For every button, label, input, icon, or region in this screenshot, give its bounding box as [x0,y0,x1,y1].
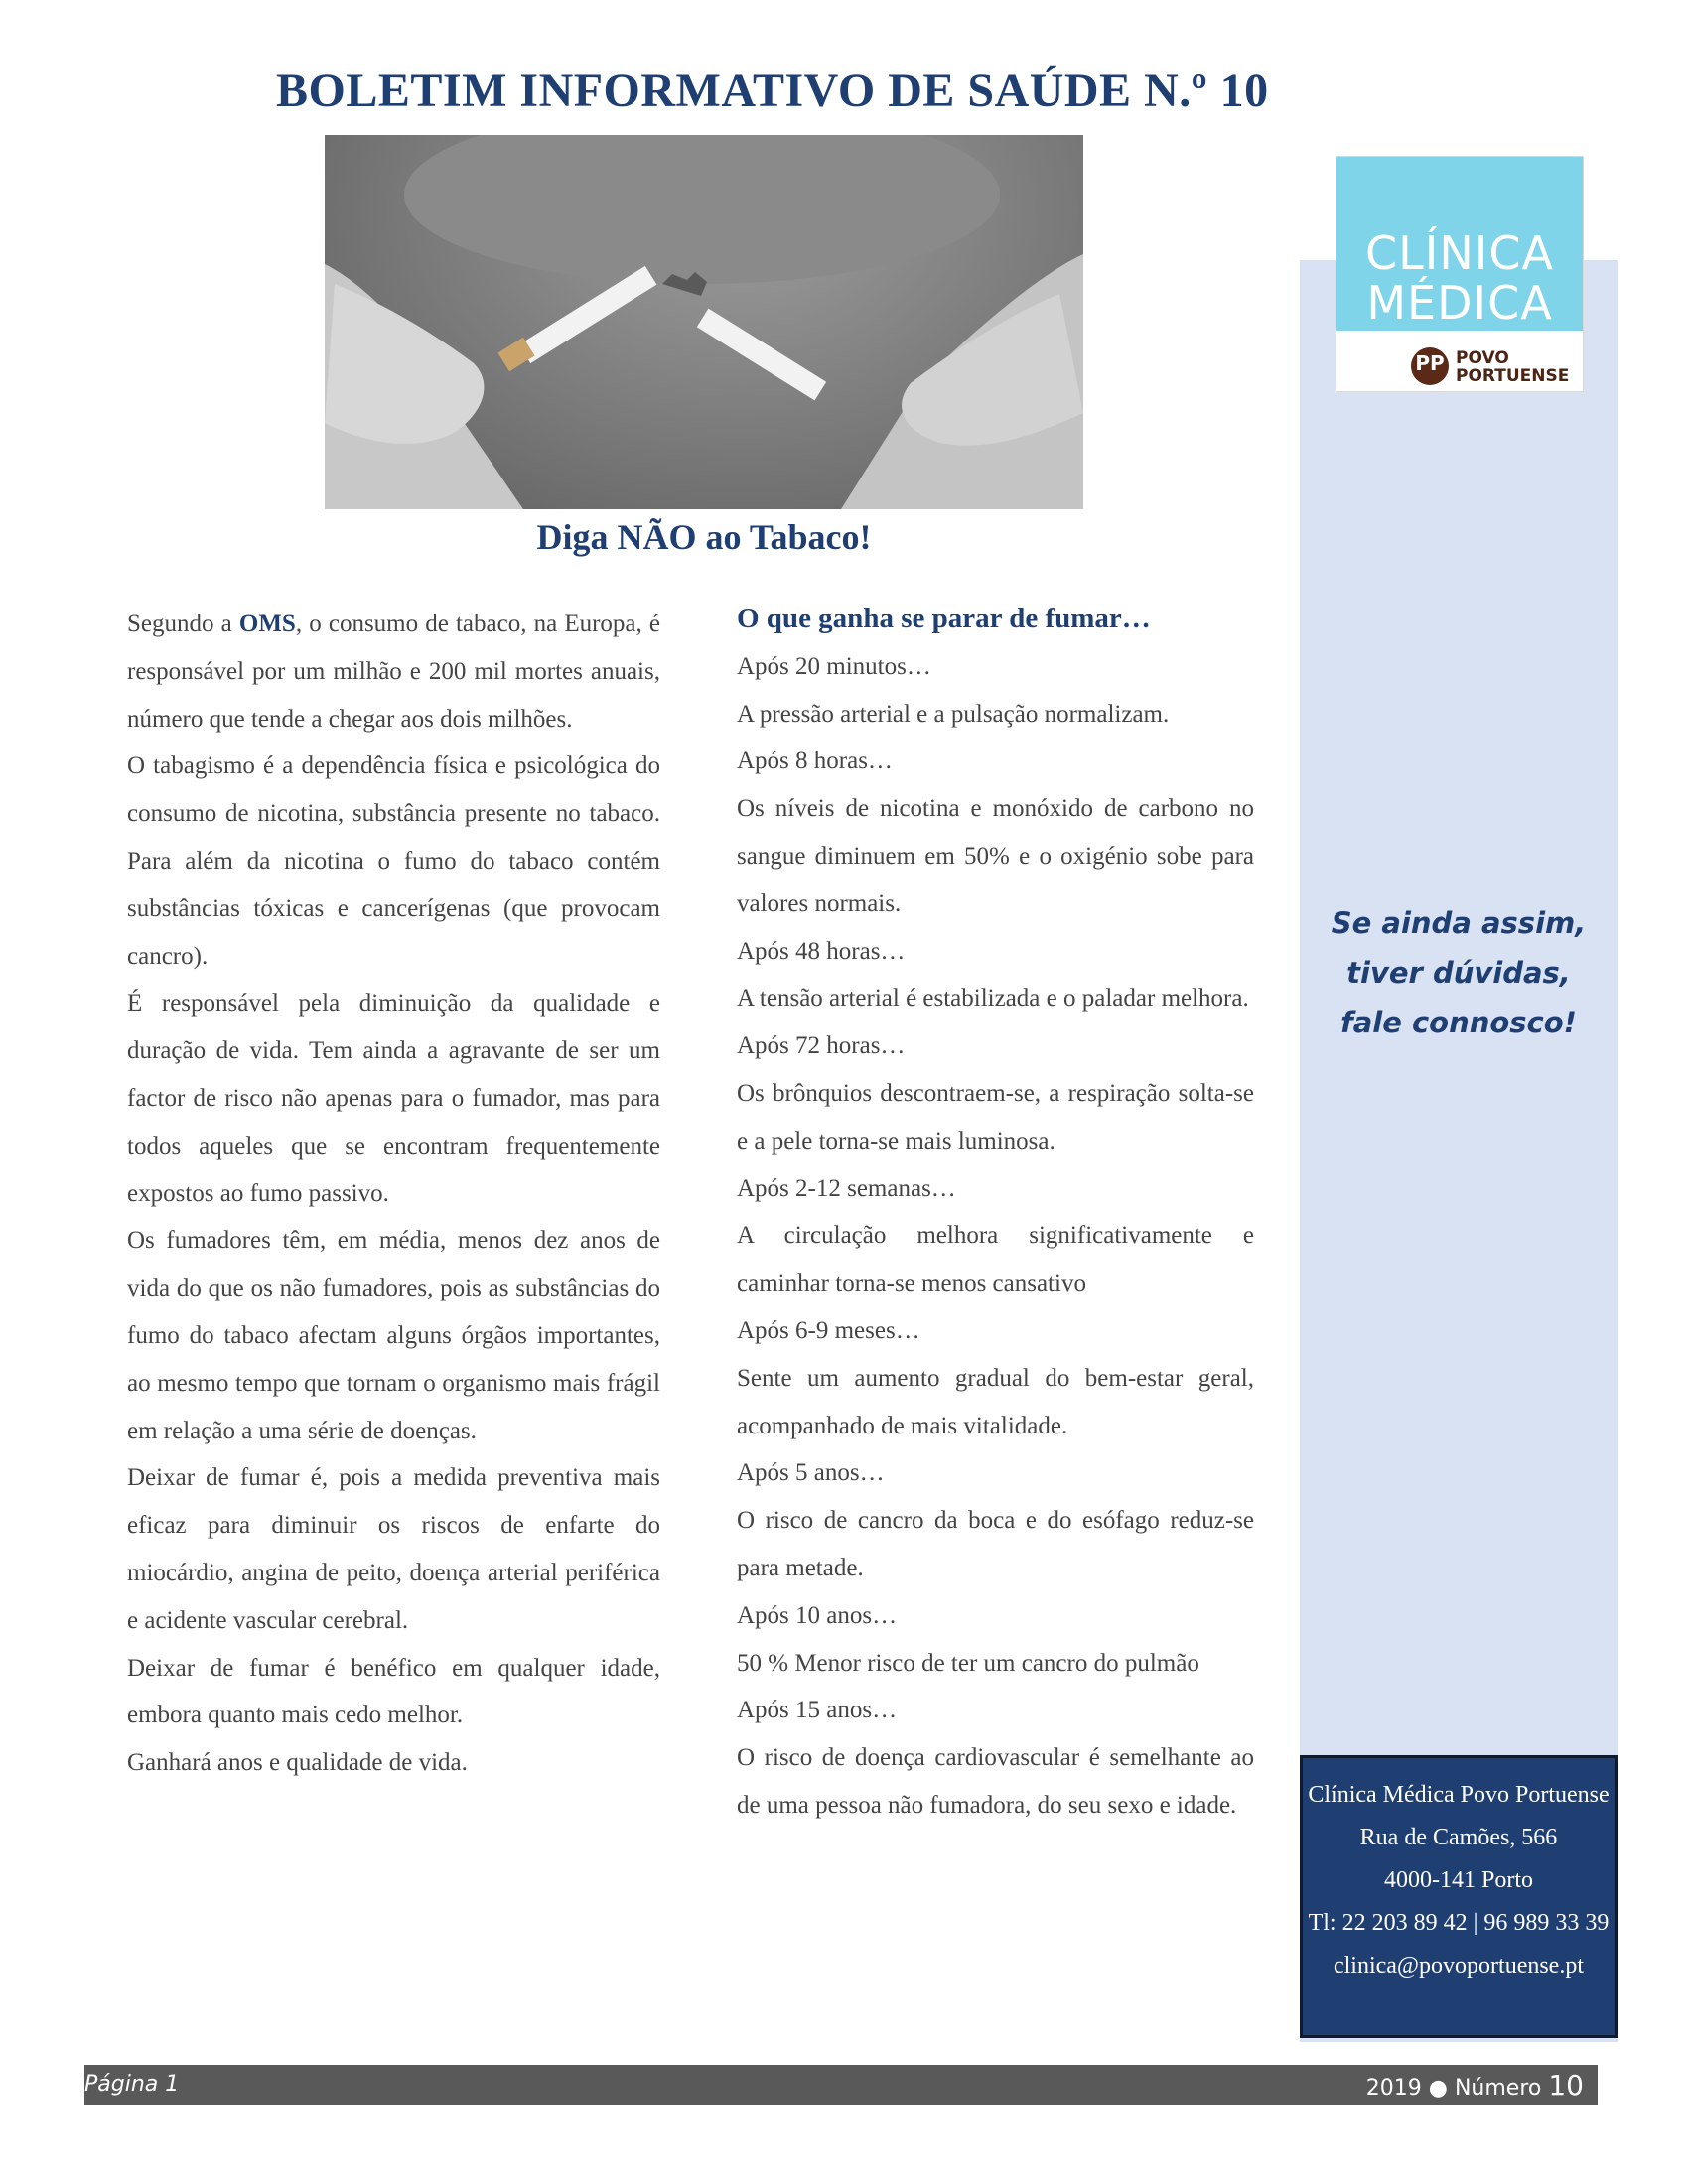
footer-number: 10 [1548,2069,1584,2102]
contact-callout [1300,898,1618,1047]
oms-rest: , o consumo de tabaco, na Europa, é responsável por um milhão e 200 mil mortes anuais, número que tende a chegar aos dois milhões. [127,611,660,733]
benefit-line: Após 72 horas… [737,1032,906,1060]
paragraph-ganhos: Ganhará anos e qualidade de vida. [127,1749,468,1777]
benefit-line: Sente um aumento gradual do bem-estar geral, acompanhado de mais vitalidade. [737,1364,1254,1439]
bulletin-title: BOLETIM INFORMATIVO DE SAÚDE N.º 10 [276,65,1269,117]
contact-name: Clínica Médica Povo Portuense [1308,1782,1610,1808]
logo-mark-icon: PP [1411,347,1449,385]
paragraph-prevencao: Deixar de fumar é, pois a medida preventiva mais eficaz para diminuir os riscos de enfarte do miocárdio, angina de peito, doença arterial periférica e acidente vascular cerebral. [127,1464,660,1634]
broken-cigarette-photo [325,135,1083,509]
benefit-line: A pressão arterial e a pulsação normalizam. [737,700,1170,728]
paragraph-tabagismo: O tabagismo é a dependência física e psicológica do consumo de nicotina, substância presente no tabaco. Para além da nicotina o fumo do tabaco contém substâncias tóxicas e cancerígenas (que provocam cancro). [127,752,660,970]
logo-sub-2: PORTUENSE [1456,366,1570,386]
benefit-line: Após 5 anos… [737,1459,885,1487]
paragraph-beneficio: Deixar de fumar é benéfico em qualquer idade, embora quanto mais cedo melhor. [127,1654,660,1729]
benefit-line: A tensão arterial é estabilizada e o paladar melhora. [737,985,1249,1013]
benefit-line: Após 6-9 meses… [737,1316,920,1344]
benefit-line: Após 20 minutos… [737,652,931,680]
callout-line-3: fale connosco! [1340,1006,1577,1039]
benefit-line: Após 2-12 semanas… [737,1174,956,1202]
contact-street: Rua de Camões, 566 [1359,1825,1558,1850]
paragraph-qualidade: É responsável pela diminuição da qualidade e duração de vida. Tem ainda a agravante de ser um factor de risco não apenas para o fumador, mas para todos aqueles que se encontram frequentemente expostos ao fumo passivo. [127,990,660,1207]
paragraph-oms [127,601,660,743]
footer-page: Página 1 [84,2072,180,2097]
benefit-line: Os níveis de nicotina e monóxido de carbono no sangue diminuem em 50% e o oxigénio sobe para valores normais. [737,795,1254,917]
right-column [737,596,1254,1830]
benefit-line: Após 15 anos… [737,1697,898,1724]
benefit-line: Após 8 horas… [737,748,893,775]
footer-year: 2019 [1365,2076,1422,2101]
contact-phone: Tl: 22 203 89 42 | 96 989 33 39 [1308,1910,1610,1936]
oms-acronym: OMS [238,611,296,637]
paragraph-fumadores: Os fumadores têm, em média, menos dez anos de vida do que os não fumadores, pois as substâncias do fumo do tabaco afectam alguns órgãos importantes, ao mesmo tempo que tornam o organismo mais frágil em relação a uma série de doenças. [127,1227,660,1444]
benefits-heading: O que ganha se parar de fumar… [737,603,1151,634]
benefit-line: A circulação melhora significativamente e caminhar torna-se menos cansativo [737,1222,1254,1297]
benefit-line: 50 % Menor risco de ter um cancro do pulmão [737,1649,1199,1677]
oms-intro: Segundo a [127,611,239,637]
contact-email[interactable]: clinica@povoportuense.pt [1333,1953,1585,1979]
logo-line-1: CLÍNICA [1365,226,1554,280]
contact-city: 4000-141 Porto [1384,1867,1533,1893]
benefit-line: Após 10 anos… [737,1601,898,1629]
benefit-line: Os brônquios descontraem-se, a respiração solta-se e a pele torna-se mais luminosa. [737,1079,1254,1155]
benefit-line: O risco de cancro da boca e do esófago reduz-se para metade. [737,1507,1254,1581]
logo-banner [1336,157,1583,331]
footer-issue [1366,2069,1584,2102]
footer-number-label: Número [1454,2076,1542,2101]
clinic-logo [1336,156,1584,392]
article-subtitle: Diga NÃO ao Tabaco! [536,517,872,557]
logo-sub-1: POVO [1456,348,1509,368]
callout-line-1: Se ainda assim, [1331,906,1587,940]
bullet-icon: ● [1428,2076,1448,2101]
benefit-line: Após 48 horas… [737,937,906,965]
callout-line-2: tiver dúvidas, [1346,956,1571,990]
logo-line-2: MÉDICA [1366,276,1553,330]
benefit-line: O risco de doença cardiovascular é semelhante ao de uma pessoa não fumadora, do seu sexo e idade. [737,1744,1254,1819]
contact-box [1300,1755,1618,2038]
left-column [127,601,660,1787]
